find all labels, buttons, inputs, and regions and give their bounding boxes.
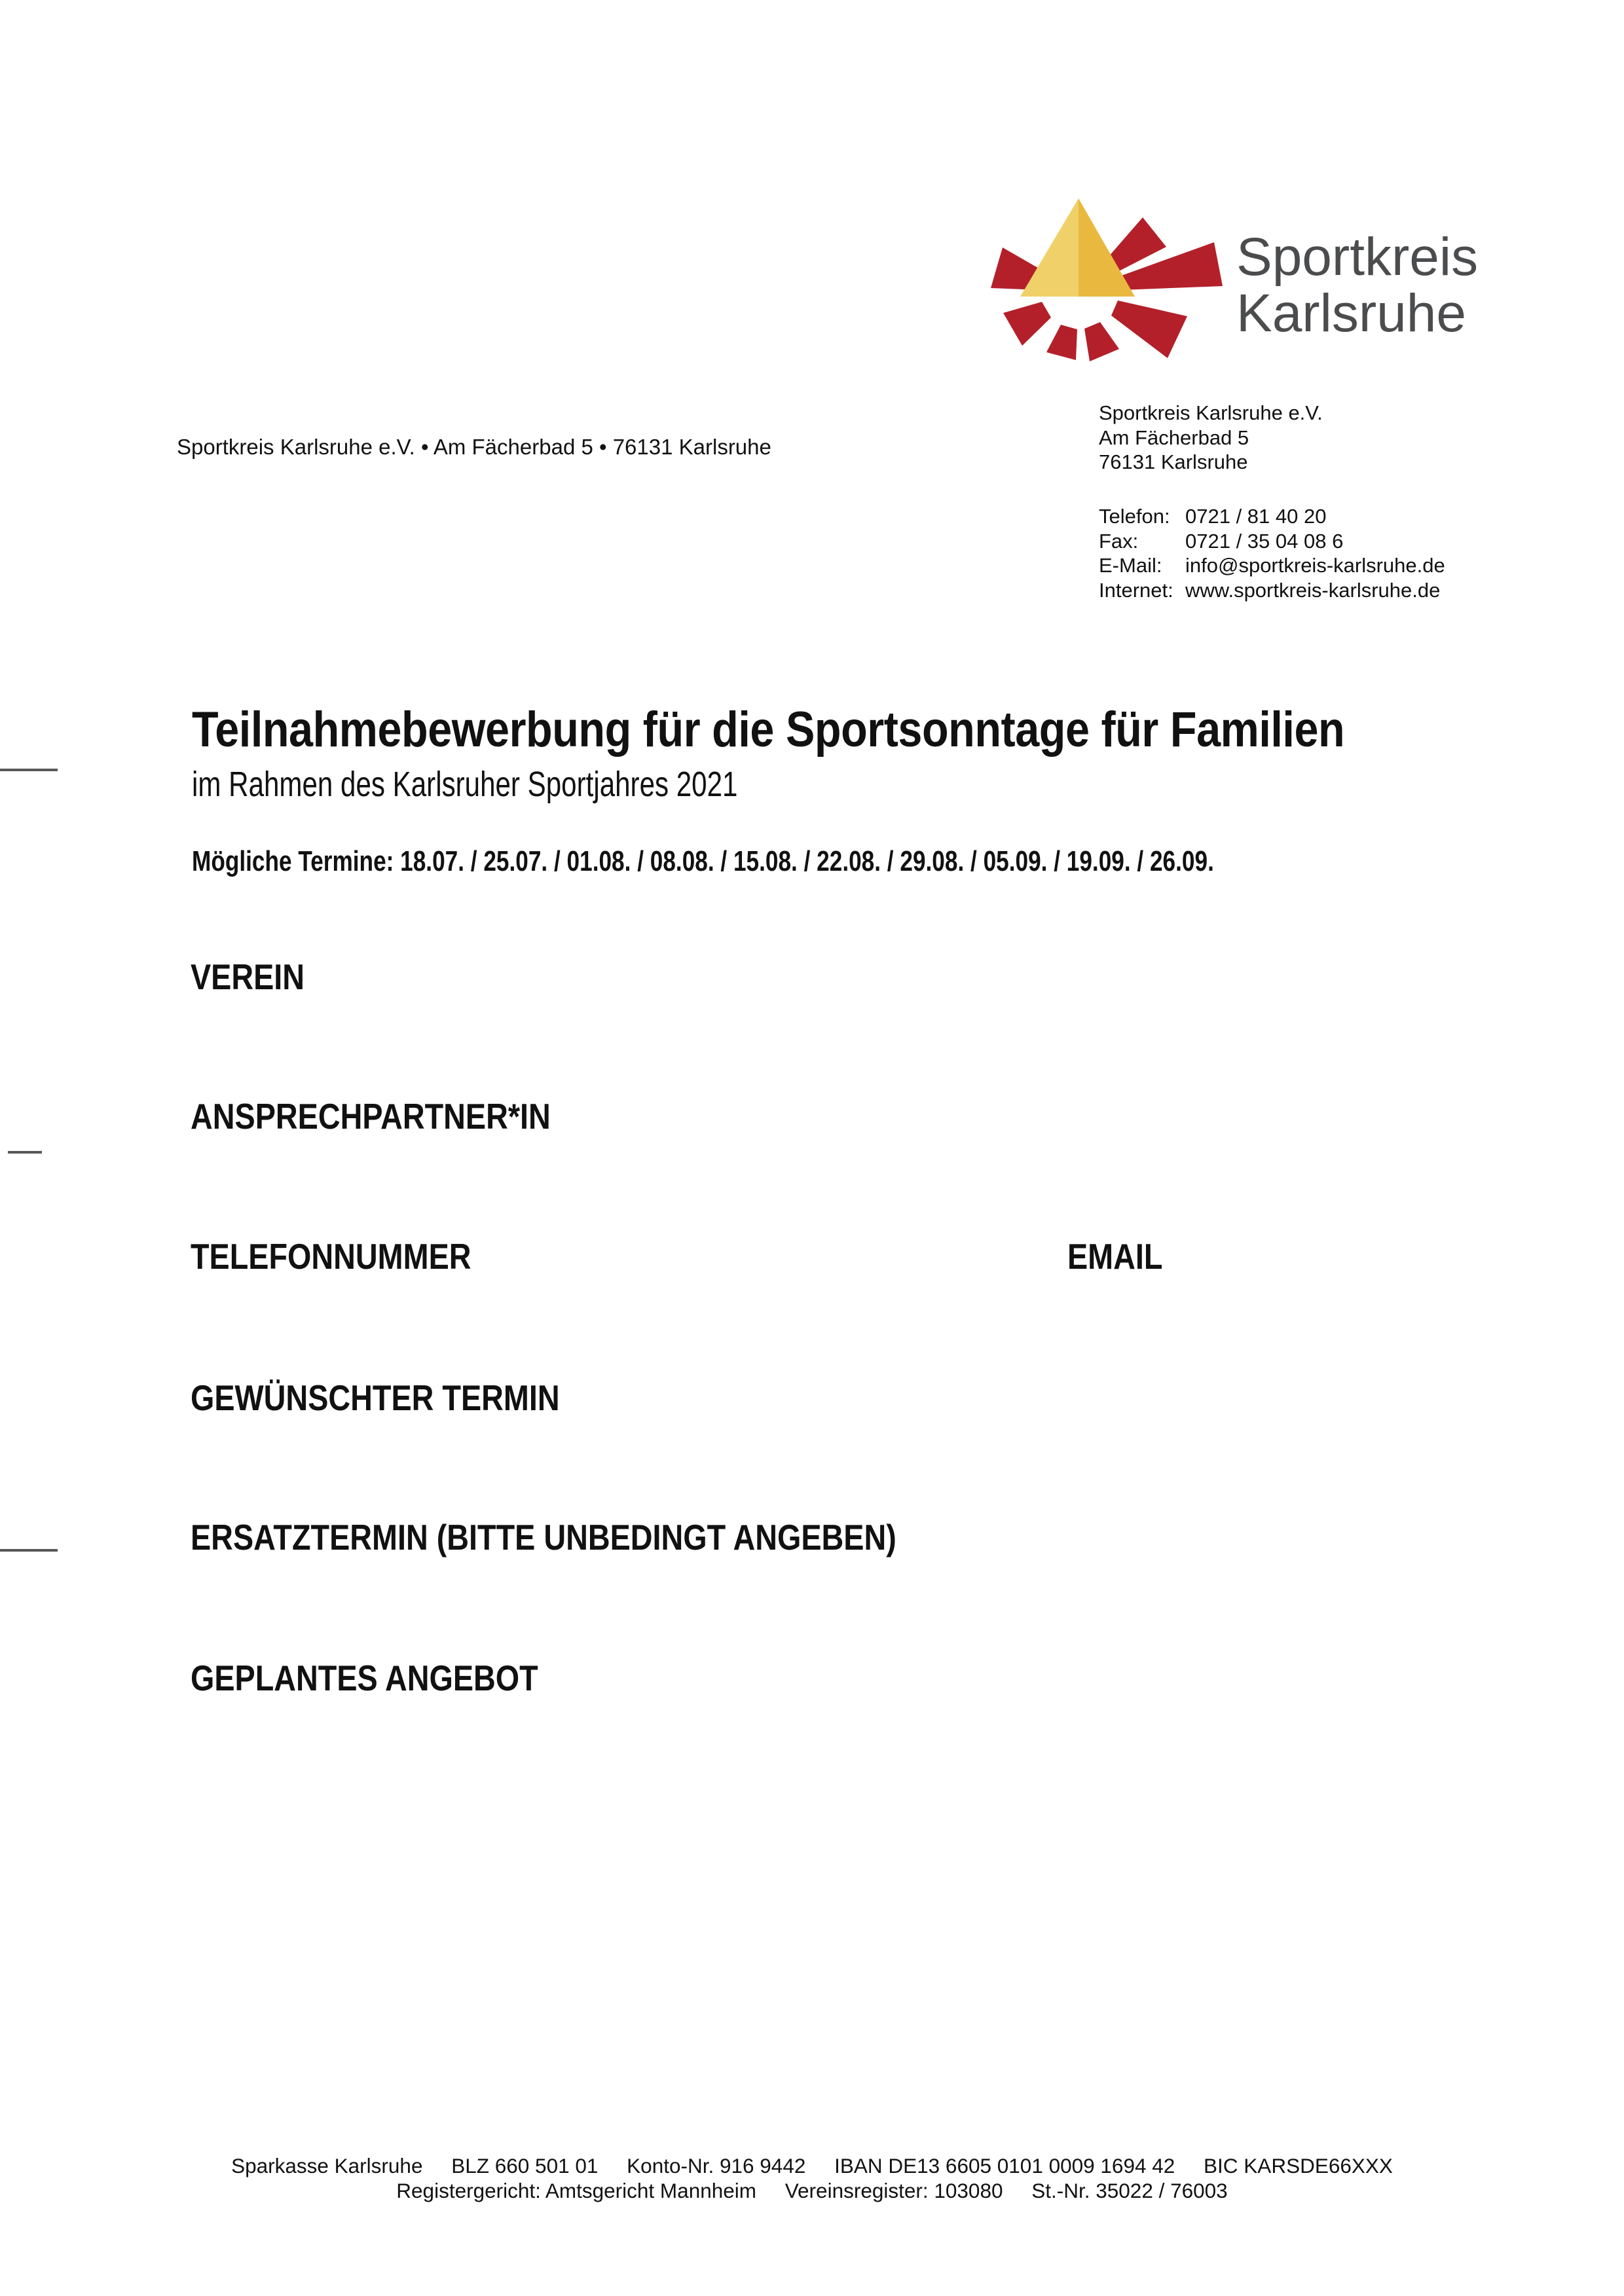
field-label-telefonnummer: TELEFONNUMMER (191, 1236, 471, 1277)
contact-label-telefon: Telefon: (1099, 505, 1170, 528)
field-label-gewuenschter-termin: GEWÜNSCHTER TERMIN (191, 1377, 560, 1418)
contact-row-email (1099, 553, 1518, 578)
logo-wordmark (1236, 229, 1478, 342)
footer-bank-line: Sparkasse Karlsruhe BLZ 660 501 01 Konto-Nr. 916 9442 IBAN DE13 6605 0101 0009 1694 42 BIC KARSDE66XXX (231, 2154, 1393, 2178)
document-title: Teilnahmebewerbung für die Sportsonntage für Familien (192, 702, 1345, 757)
letterhead-street: Am Fächerbad 5 (1099, 426, 1249, 449)
contact-value-internet: www.sportkreis-karlsruhe.de (1185, 578, 1441, 602)
field-label-ansprechpartner: ANSPRECHPARTNER*IN (191, 1096, 551, 1137)
contact-label-email: E-Mail: (1099, 554, 1162, 577)
sportkreis-sun-logo-icon (986, 193, 1228, 367)
contact-label-fax: Fax: (1099, 529, 1139, 553)
contact-value-telefon: 0721 / 81 40 20 (1185, 505, 1327, 528)
contact-value-fax: 0721 / 35 04 08 6 (1185, 529, 1344, 553)
contact-row-internet (1099, 578, 1518, 603)
letterhead-org: Sportkreis Karlsruhe e.V. (1099, 401, 1323, 424)
contact-row-telefon (1099, 504, 1518, 529)
field-label-verein: VEREIN (191, 957, 305, 997)
fold-mark-top (0, 769, 58, 771)
punch-hole-mark (8, 1151, 42, 1154)
logo-wordmark-line1: Sportkreis (1236, 227, 1479, 287)
document-subtitle: im Rahmen des Karlsruher Sportjahres 2021 (192, 765, 738, 804)
contact-label-internet: Internet: (1099, 578, 1173, 602)
letterhead-address-block (1099, 401, 1323, 475)
sender-address-line: Sportkreis Karlsruhe e.V. • Am Fächerbad 5 • 76131 Karlsruhe (177, 435, 771, 459)
letterhead-contact-list (1099, 504, 1518, 602)
contact-value-email: info@sportkreis-karlsruhe.de (1185, 554, 1445, 577)
letterhead-city: 76131 Karlsruhe (1099, 450, 1248, 473)
field-label-geplantes-angebot: GEPLANTES ANGEBOT (191, 1658, 538, 1698)
possible-dates-line: Mögliche Termine: 18.07. / 25.07. / 01.08. / 08.08. / 15.08. / 22.08. / 29.08. / 05.09. / 19.09. / 26.09. (192, 845, 1214, 877)
fold-mark-bottom (0, 1549, 58, 1552)
footer-register-line: Registergericht: Amtsgericht Mannheim Vereinsregister: 103080 St.-Nr. 35022 / 76003 (396, 2179, 1228, 2202)
field-label-ersatztermin: ERSATZTERMIN (BITTE UNBEDINGT ANGEBEN) (191, 1517, 896, 1558)
logo-wordmark-line2: Karlsruhe (1236, 283, 1466, 343)
contact-row-fax (1099, 529, 1518, 554)
field-label-email: EMAIL (1067, 1236, 1163, 1277)
